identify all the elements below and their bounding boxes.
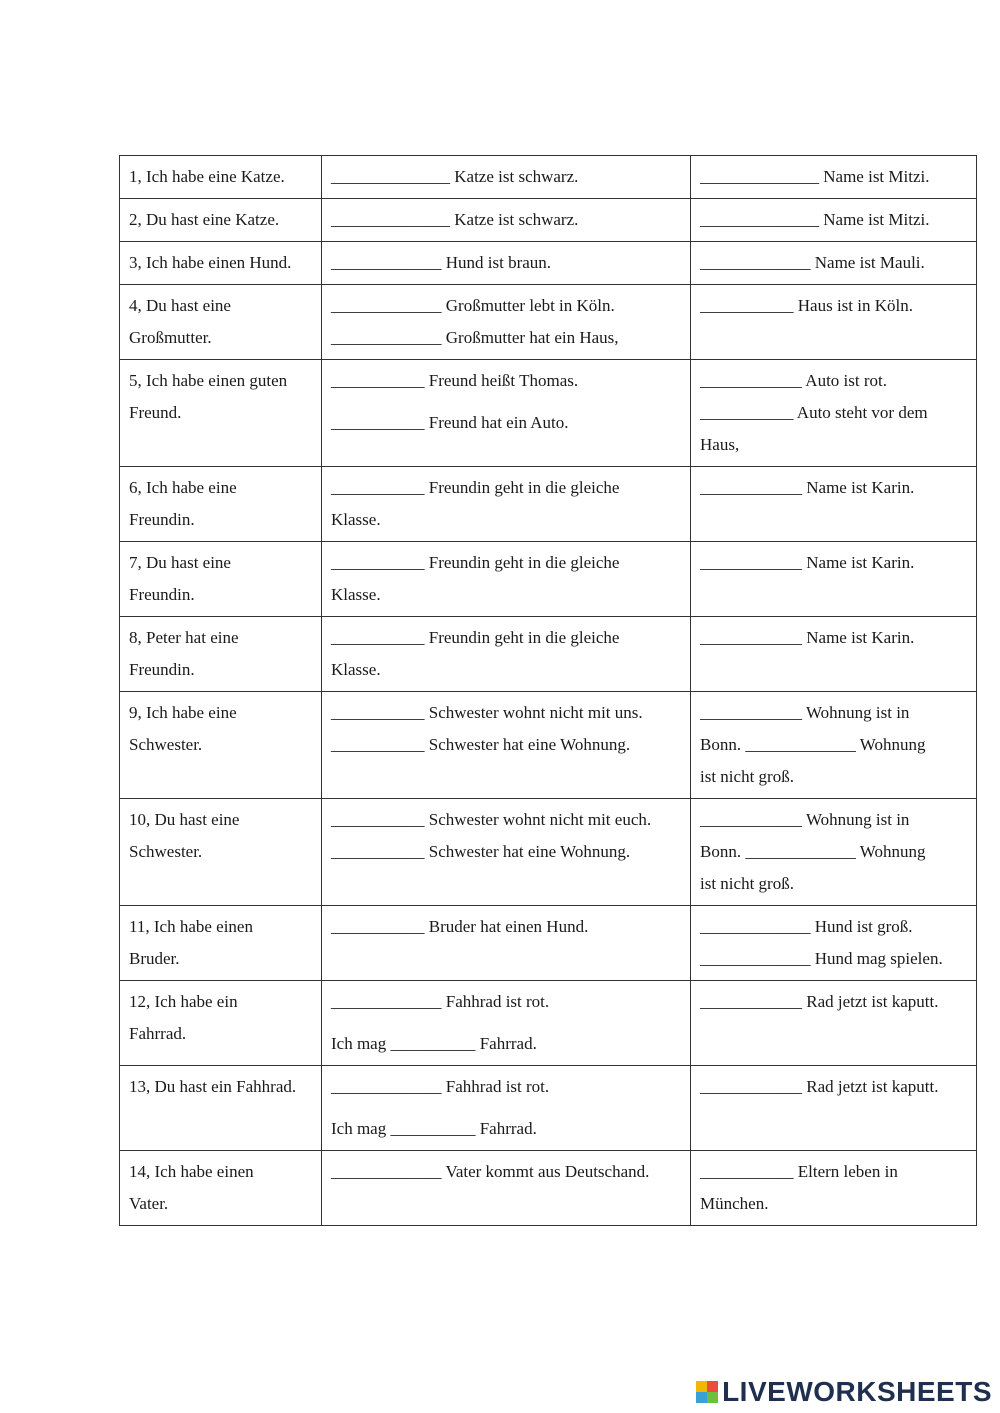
cell-line[interactable]: _____________ Hund mag spielen.: [700, 949, 943, 968]
cell-line[interactable]: _____________ Name ist Mauli.: [700, 253, 925, 272]
followup-cell: [691, 199, 977, 242]
cell-line: 2, Du hast eine Katze.: [129, 210, 280, 229]
followup-cell: [691, 156, 977, 199]
table-row: [120, 617, 977, 692]
cell-line[interactable]: _____________ Hund ist groß.: [700, 917, 913, 936]
sentence-cell: [322, 799, 691, 906]
cell-line[interactable]: ____________ Wohnung ist in: [700, 810, 910, 829]
table-row: [120, 1066, 977, 1151]
prompt-cell: [120, 285, 322, 360]
followup-cell: [691, 1151, 977, 1226]
cell-line[interactable]: ___________ Haus ist in Köln.: [700, 296, 913, 315]
cell-line[interactable]: ___________ Eltern leben in: [700, 1162, 898, 1181]
worksheet-table: [119, 155, 977, 1226]
cell-line: 5, Ich habe einen guten: [129, 371, 288, 390]
liveworksheets-brand: [696, 1377, 992, 1407]
cell-line[interactable]: ___________ Schwester wohnt nicht mit euch.: [331, 810, 652, 829]
table-row: [120, 199, 977, 242]
cell-line: 13, Du hast ein Fahhrad.: [129, 1077, 297, 1096]
cell-line: 4, Du hast eine: [129, 296, 231, 315]
prompt-cell: [120, 799, 322, 906]
cell-line[interactable]: _____________ Fahhrad ist rot.: [331, 992, 550, 1011]
cell-line[interactable]: Klasse.: [331, 660, 381, 679]
liveworksheets-logo-icon: [696, 1381, 718, 1403]
cell-line: 8, Peter hat eine: [129, 628, 239, 647]
cell-line[interactable]: ____________ Name ist Karin.: [700, 628, 915, 647]
sentence-cell: [322, 617, 691, 692]
cell-line: 6, Ich habe eine: [129, 478, 237, 497]
table-row: [120, 242, 977, 285]
cell-line[interactable]: ___________ Freundin geht in die gleiche: [331, 553, 620, 572]
cell-line: Schwester.: [129, 842, 203, 861]
cell-line[interactable]: ___________ Freund hat ein Auto.: [331, 413, 569, 432]
followup-cell: [691, 542, 977, 617]
table-row: [120, 285, 977, 360]
cell-line[interactable]: Ich mag __________ Fahrrad.: [331, 1034, 537, 1053]
cell-line[interactable]: _____________ Großmutter lebt in Köln.: [331, 296, 615, 315]
sentence-cell: [322, 1151, 691, 1226]
followup-cell: [691, 617, 977, 692]
followup-cell: [691, 360, 977, 467]
cell-line: 11, Ich habe einen: [129, 917, 253, 936]
table-row: [120, 156, 977, 199]
cell-line[interactable]: ______________ Name ist Mitzi.: [700, 167, 930, 186]
logo-square-4: [707, 1392, 718, 1403]
cell-line: Großmutter.: [129, 328, 212, 347]
cell-line[interactable]: ist nicht groß.: [700, 874, 794, 893]
cell-line[interactable]: ___________ Freundin geht in die gleiche: [331, 628, 620, 647]
cell-line[interactable]: _____________ Fahhrad ist rot.: [331, 1077, 550, 1096]
cell-line[interactable]: ____________ Name ist Karin.: [700, 553, 915, 572]
cell-line: Vater.: [129, 1194, 169, 1213]
sentence-cell: [322, 542, 691, 617]
cell-line[interactable]: _____________ Großmutter hat ein Haus,: [331, 328, 619, 347]
prompt-cell: [120, 1066, 322, 1151]
cell-line[interactable]: ___________ Bruder hat einen Hund.: [331, 917, 589, 936]
sentence-cell: [322, 156, 691, 199]
sentence-cell: [322, 285, 691, 360]
table-row: [120, 467, 977, 542]
table-row: [120, 542, 977, 617]
prompt-cell: [120, 542, 322, 617]
cell-line[interactable]: ______________ Katze ist schwarz.: [331, 167, 579, 186]
logo-square-3: [696, 1392, 707, 1403]
prompt-cell: [120, 617, 322, 692]
cell-line[interactable]: Ich mag __________ Fahrrad.: [331, 1119, 537, 1138]
cell-line[interactable]: ___________ Schwester hat eine Wohnung.: [331, 735, 631, 754]
cell-line[interactable]: ___________ Auto steht vor dem: [700, 403, 928, 422]
cell-line[interactable]: _____________ Hund ist braun.: [331, 253, 552, 272]
logo-square-1: [696, 1381, 707, 1392]
followup-cell: [691, 981, 977, 1066]
table-row: [120, 360, 977, 467]
prompt-cell: [120, 156, 322, 199]
logo-square-2: [707, 1381, 718, 1392]
followup-cell: [691, 799, 977, 906]
sentence-cell: [322, 360, 691, 467]
worksheet-body: [120, 156, 977, 1226]
cell-line[interactable]: München.: [700, 1194, 769, 1213]
cell-line[interactable]: ___________ Schwester wohnt nicht mit uns.: [331, 703, 643, 722]
cell-line[interactable]: ___________ Schwester hat eine Wohnung.: [331, 842, 631, 861]
cell-line: 1, Ich habe eine Katze.: [129, 167, 285, 186]
table-row: [120, 692, 977, 799]
cell-line[interactable]: Klasse.: [331, 510, 381, 529]
cell-line: Freundin.: [129, 510, 195, 529]
cell-line[interactable]: ____________ Name ist Karin.: [700, 478, 915, 497]
prompt-cell: [120, 242, 322, 285]
followup-cell: [691, 467, 977, 542]
cell-line: 10, Du hast eine: [129, 810, 240, 829]
cell-line[interactable]: ____________ Rad jetzt ist kaputt.: [700, 1077, 939, 1096]
prompt-cell: [120, 692, 322, 799]
followup-cell: [691, 285, 977, 360]
cell-line[interactable]: Bonn. _____________ Wohnung: [700, 842, 926, 861]
cell-line[interactable]: ______________ Name ist Mitzi.: [700, 210, 930, 229]
cell-line[interactable]: ist nicht groß.: [700, 767, 794, 786]
cell-line[interactable]: ___________ Freundin geht in die gleiche: [331, 478, 620, 497]
cell-line[interactable]: ____________ Wohnung ist in: [700, 703, 910, 722]
cell-line: 9, Ich habe eine: [129, 703, 237, 722]
cell-line[interactable]: ______________ Katze ist schwarz.: [331, 210, 579, 229]
cell-line: Freundin.: [129, 585, 195, 604]
prompt-cell: [120, 906, 322, 981]
cell-line: Freund.: [129, 403, 182, 422]
cell-line: Bruder.: [129, 949, 180, 968]
sentence-cell: [322, 906, 691, 981]
cell-line: Fahrrad.: [129, 1024, 187, 1043]
cell-line: Schwester.: [129, 735, 203, 754]
cell-line[interactable]: ____________ Rad jetzt ist kaputt.: [700, 992, 939, 1011]
followup-cell: [691, 906, 977, 981]
sentence-cell: [322, 242, 691, 285]
sentence-cell: [322, 981, 691, 1066]
prompt-cell: [120, 981, 322, 1066]
cell-line[interactable]: Klasse.: [331, 585, 381, 604]
followup-cell: [691, 242, 977, 285]
cell-line: 14, Ich habe einen: [129, 1162, 254, 1181]
brand-name: LIVEWORKSHEETS: [722, 1376, 992, 1407]
cell-line: 3, Ich habe einen Hund.: [129, 253, 292, 272]
cell-line: 12, Ich habe ein: [129, 992, 238, 1011]
cell-line[interactable]: ___________ Freund heißt Thomas.: [331, 371, 579, 390]
table-row: [120, 1151, 977, 1226]
cell-line: 7, Du hast eine: [129, 553, 231, 572]
prompt-cell: [120, 467, 322, 542]
followup-cell: [691, 692, 977, 799]
prompt-cell: [120, 1151, 322, 1226]
table-row: [120, 799, 977, 906]
prompt-cell: [120, 360, 322, 467]
cell-line[interactable]: Haus,: [700, 435, 740, 454]
cell-line: Freundin.: [129, 660, 195, 679]
cell-line[interactable]: _____________ Vater kommt aus Deutschand.: [331, 1162, 650, 1181]
cell-line[interactable]: ____________ Auto ist rot.: [700, 371, 888, 390]
sentence-cell: [322, 199, 691, 242]
prompt-cell: [120, 199, 322, 242]
followup-cell: [691, 1066, 977, 1151]
sentence-cell: [322, 692, 691, 799]
sentence-cell: [322, 1066, 691, 1151]
table-row: [120, 981, 977, 1066]
cell-line[interactable]: Bonn. _____________ Wohnung: [700, 735, 926, 754]
sentence-cell: [322, 467, 691, 542]
table-row: [120, 906, 977, 981]
